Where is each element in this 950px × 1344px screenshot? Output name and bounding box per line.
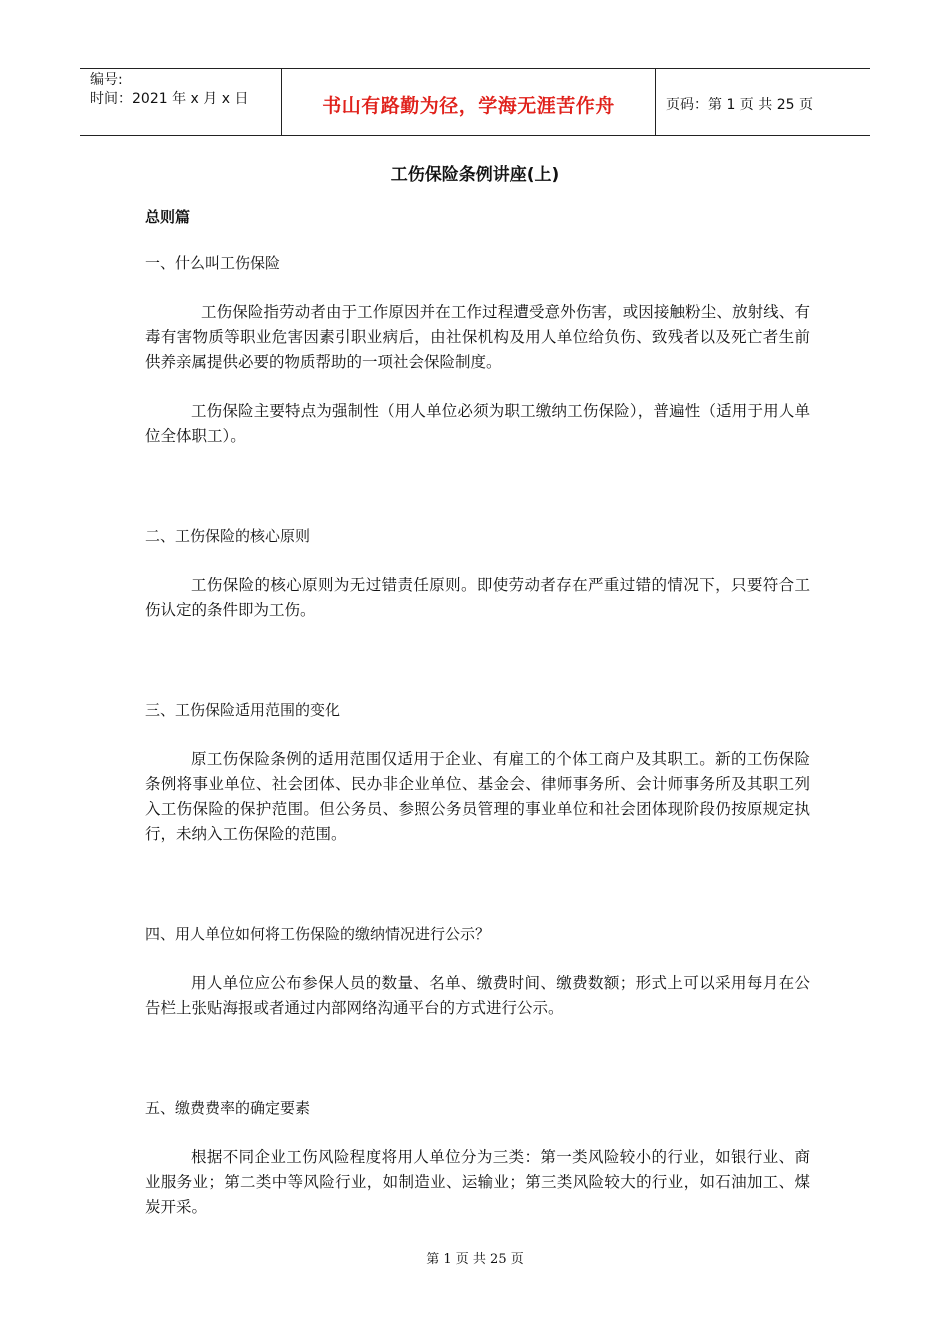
paragraph: 用人单位应公布参保人员的数量、名单、缴费时间、缴费数额；形式上可以采用每月在公告栏上张贴海报或者通过内部网络沟通平台的方式进行公示。: [145, 974, 810, 1017]
page-footer: 第 1 页 共 25 页: [426, 1252, 524, 1267]
paragraph: 原工伤保险条例的适用范围仅适用于企业、有雇工的个体工商户及其职工。新的工伤保险条例将事业单位、社会团体、民办非企业单位、基金会、律师事务所、会计师事务所及其职工列入工伤保险的保护范围。但公务员、参照公务员管理的事业单位和社会团体现阶段仍按原规定执行，未纳入工伤保险的范围。: [145, 750, 810, 843]
section-4: [145, 921, 810, 1021]
section-heading: 二、工伤保险的核心原则: [145, 527, 311, 545]
date-label: 时间：2021 年 x 月 x 日: [90, 91, 249, 107]
section-heading: 五、缴费费率的确定要素: [145, 1099, 311, 1117]
page-header: [80, 68, 870, 136]
section-heading: 三、工伤保险适用范围的变化: [145, 701, 341, 719]
section-1: [145, 250, 810, 449]
paragraph: 工伤保险指劳动者由于工作原因并在工作过程遭受意外伤害，或因接触粉尘、放射线、有毒有害物质等职业危害因素引职业病后，由社保机构及用人单位给负伤、致残者以及死亡者生前供养亲属提供必要的物质帮助的一项社会保险制度。: [145, 303, 810, 371]
part-title: 总则篇: [145, 208, 191, 226]
header-meta: [80, 69, 282, 135]
paragraph: 工伤保险主要特点为强制性（用人单位必须为职工缴纳工伤保险），普遍性（适用于用人单位全体职工）。: [145, 402, 810, 445]
paragraph: 工伤保险的核心原则为无过错责任原则。即使劳动者存在严重过错的情况下，只要符合工伤认定的条件即为工伤。: [145, 576, 810, 619]
header-motto: 书山有路勤为径，学海无涯苦作舟: [282, 69, 656, 135]
section-2: [145, 523, 810, 623]
section-heading: 一、什么叫工伤保险: [145, 254, 281, 272]
section-3: [145, 697, 810, 847]
number-label: 编号:: [90, 72, 123, 88]
paragraph: 根据不同企业工伤风险程度将用人单位分为三类：第一类风险较小的行业，如银行业、商业服务业；第二类中等风险行业，如制造业、运输业；第三类风险较大的行业，如石油加工、煤炭开采。: [145, 1148, 810, 1216]
section-heading: 四、用人单位如何将工伤保险的缴纳情况进行公示？: [145, 925, 491, 943]
header-page-info: 页码：第 1 页 共 25 页: [666, 97, 813, 113]
document-title: 工伤保险条例讲座(上): [390, 165, 560, 185]
document-body: [145, 204, 810, 1244]
section-5: [145, 1095, 810, 1220]
